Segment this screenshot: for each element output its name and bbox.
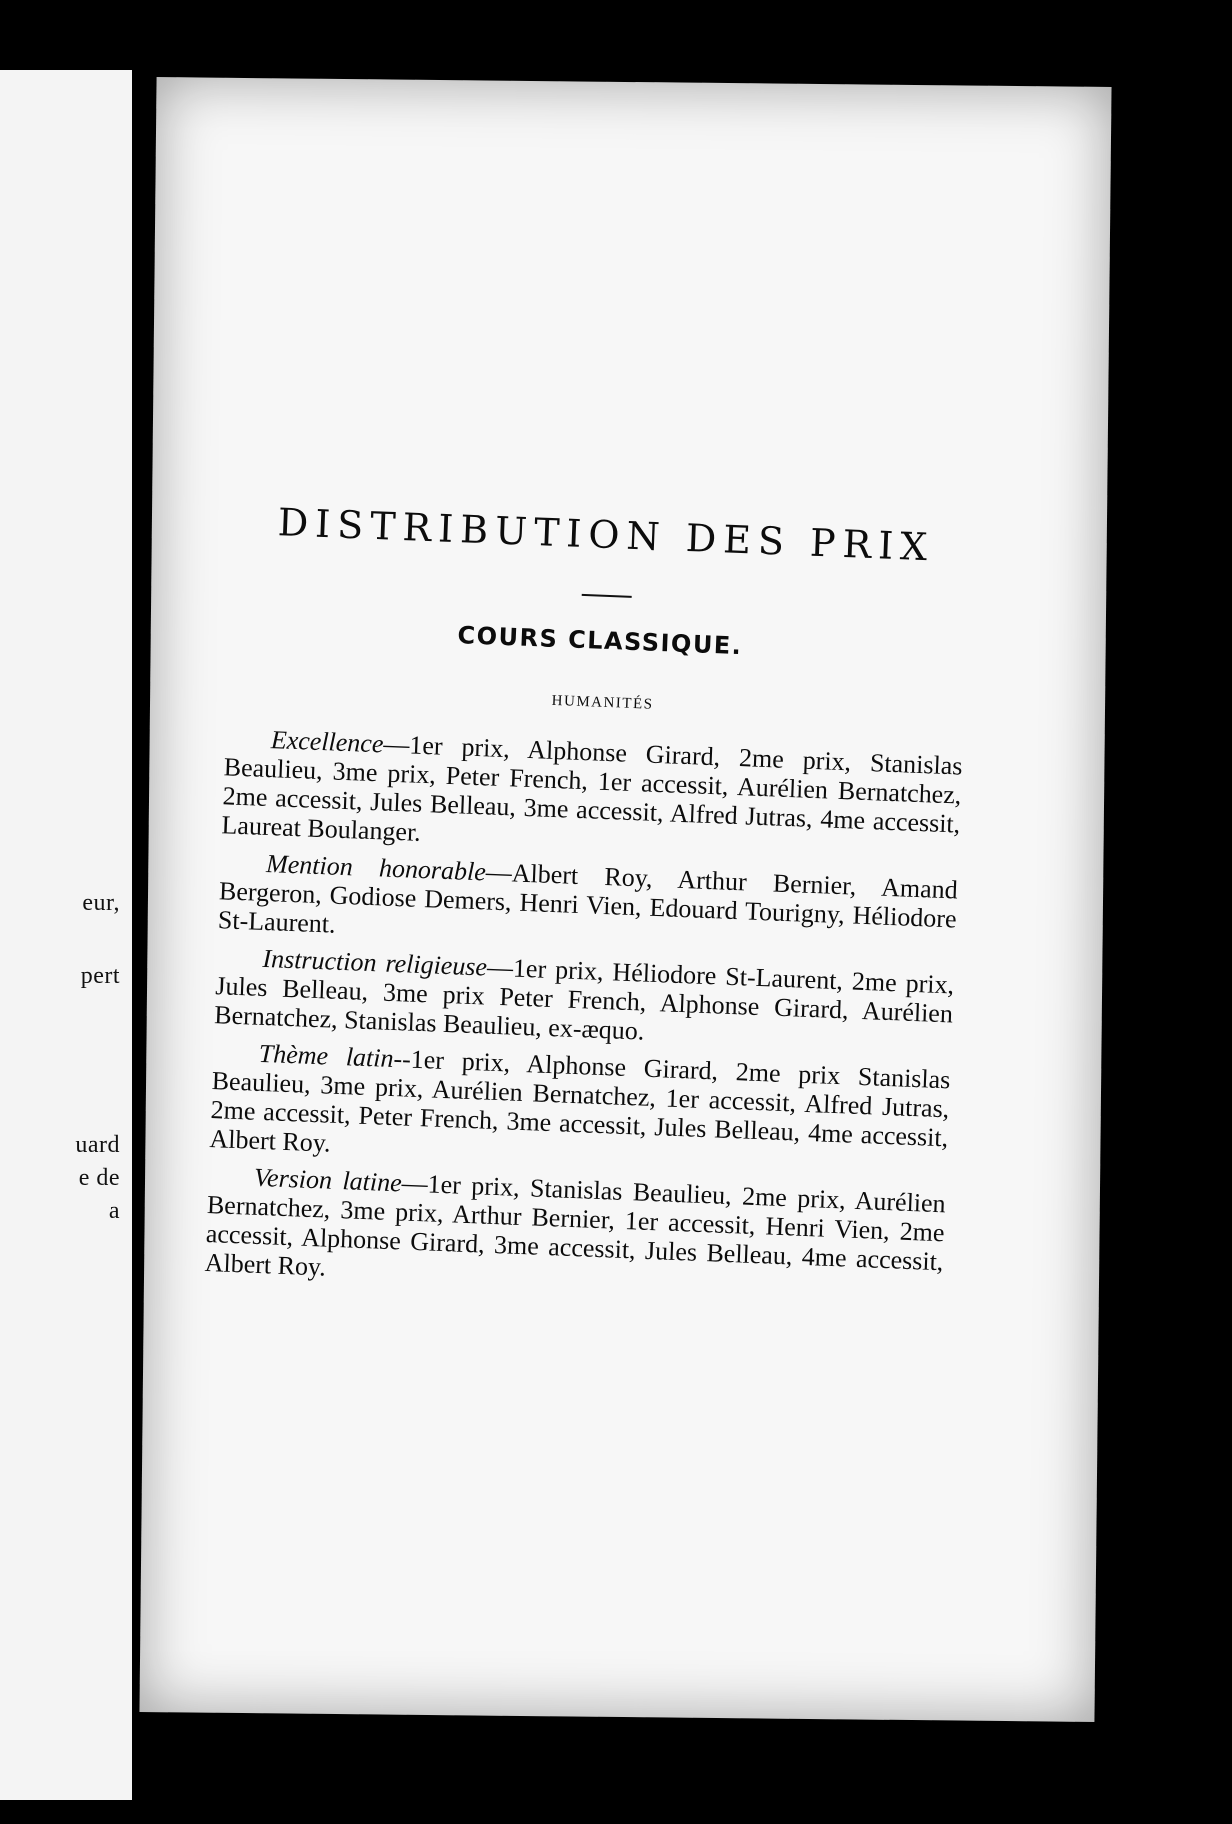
section-heading: HUMANITÉS xyxy=(551,692,654,713)
facing-page-text-fragment: a xyxy=(108,1198,120,1224)
facing-page-text-fragment: pert xyxy=(80,963,120,989)
prize-category: Mention honorable xyxy=(265,849,487,887)
prize-category: Thème latin xyxy=(258,1038,395,1074)
prize-entry xyxy=(214,942,955,1057)
prize-winners: —Albert Roy, Arthur Bernier, Amand Bergeron, Godiose Demers, Henri Vien, Edouard Tourigny, Héliodore St-Laurent. xyxy=(217,857,959,939)
prize-winners: —1er prix, Alphonse Girard, 2me prix, Stanislas Beaulieu, 3me prix, Peter French, 1er accessit, Aurélien Bernatchez, 2me accessit, Jules Belleau, 3me accessit, Alfred Jutras, 4me accessit, Laureat Boulanger. xyxy=(221,729,963,847)
prize-category: Instruction religieuse xyxy=(261,943,488,982)
prize-winners: —1er prix, Stanislas Beaulieu, 2me prix, Aurélien Bernatchez, 3me prix, Arthur Bernier, 1er accessit, Henri Vien, 2me accessit, Alphonse Girard, 3me accessit, Jules Belleau, 4me accessit, Albert Roy. xyxy=(204,1168,947,1282)
facing-page-text-fragment: e de xyxy=(78,1165,120,1191)
facing-page-text-fragment: uard xyxy=(75,1132,120,1158)
prize-list xyxy=(182,722,963,1305)
prize-category: Excellence xyxy=(270,725,384,759)
prize-winners: —1er prix, Héliodore St-Laurent, 2me prix, Jules Belleau, 3me prix Peter French, Alphonse Girard, Aurélien Bernatchez, Stanislas Beaulieu, ex-æquo. xyxy=(213,952,955,1046)
title-divider xyxy=(582,594,632,598)
prize-entry xyxy=(209,1037,951,1181)
prize-entry xyxy=(221,723,963,867)
scanned-page xyxy=(139,77,1111,1722)
page-content xyxy=(182,498,972,1314)
facing-page-text-fragment: eur, xyxy=(82,890,120,916)
prize-winners: --1er prix, Alphonse Girard, 2me prix Stanislas Beaulieu, 3me prix, Aurélien Bernatchez, 1er accessit, Alfred Jutras, 2me accessit, Peter French, 3me accessit, Jules Belleau, 4me accessit, Albert Roy. xyxy=(209,1044,951,1158)
page-title: DISTRIBUTION DES PRIX xyxy=(277,500,936,570)
prize-category: Version latine xyxy=(253,1162,403,1198)
prize-entry xyxy=(217,847,958,962)
facing-page-edge xyxy=(0,70,132,1800)
course-heading: COURS CLASSIQUE. xyxy=(457,621,743,661)
prize-entry xyxy=(204,1161,946,1305)
